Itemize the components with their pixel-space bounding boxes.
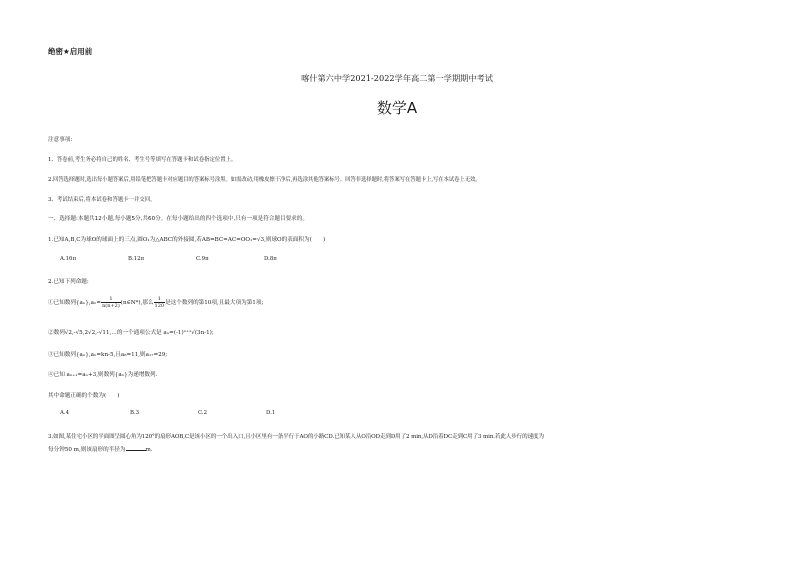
q1-option-b: B.12π (128, 256, 145, 262)
section1-heading: 一、选择题:本题共12小题,每小题5分,共60分。在每小题给出的四个选项中,只有一项是符合题目要求的。 (48, 216, 308, 222)
q2-p1-frac2-den: 120 (154, 303, 165, 309)
q2-p1-prefix: ①已知数列{aₙ},aₙ= (48, 300, 102, 306)
notes-item-2: 2.回答选择题时,选出每小题答案后,用铅笔把答题卡对应题目的答案标号涂黑。如需改动,用橡皮擦干净后,再选涂其他答案标号。回答非选择题时,将答案写在答题卡上,写在本试卷上无效。 (48, 177, 481, 183)
q1-stem: 1.已知A,B,C为球O的球面上的三点,圆O₁为△ABC的外接圆,若AB=BC=AC=OO₁=√3,则球O的表面积为( ) (48, 237, 326, 243)
subject-title: 数学A (376, 99, 418, 117)
q3-line2-suffix: m. (145, 447, 153, 453)
q2-question: 其中命题正确的个数为( ) (48, 393, 120, 399)
q2-p1-frac2-num: 1 (154, 296, 166, 303)
q2-p1-mid: (n∈N*),那么 (120, 300, 154, 306)
q3-line-1: 3.如图,某住宅小区的平面图呈圆心角为120°的扇形AOB,C是该小区的一个出入口,且小区里有一条平行于AO的小路CD.已知某人从O沿OD走到D用了2 min,从D沿着DC走到C用了3 min.若此人步行的速度为 (48, 434, 544, 440)
q2-option-d: D.1 (266, 410, 276, 416)
notes-item-3: 3、考试结束后,将本试卷和答题卡一并交回。 (48, 197, 156, 203)
q3-line2-prefix: 每分钟50 m,则该扇形的半径为 (48, 447, 126, 453)
q2-option-c: C.2 (198, 410, 208, 416)
notes-item-1: 1、答卷前,考生务必将自己的姓名、考生号等填写在答题卡和试卷指定位置上。 (48, 157, 237, 163)
q2-stem: 2.已知下列命题: (48, 279, 89, 285)
q2-option-a: A.4 (60, 410, 70, 416)
q2-p1-frac-den: n(n+2) (102, 303, 120, 309)
notes-heading: 注意事项: (48, 137, 73, 143)
q2-option-b: B.3 (130, 410, 140, 416)
answer-blank[interactable] (126, 445, 146, 451)
q1-option-d: D.8π (264, 256, 277, 262)
q2-p1-suffix: 是这个数列的第10项,且最大项为第1项; (165, 300, 264, 306)
exam-title: 喀什第六中学2021-2022学年高二第一学期期中考试 (301, 73, 493, 83)
q1-option-a: A.16π (60, 256, 77, 262)
q3-line-2 (48, 445, 153, 453)
q2-proposition-2: ②数列√2,-√5,2√2,-√11,…的一个通项公式是 aₙ=(-1)ⁿ⁺¹√(3n-1); (48, 330, 214, 336)
q2-p1-fraction-2 (154, 296, 166, 309)
q1-option-c: C.9π (196, 256, 209, 262)
q2-p1-fraction (101, 296, 121, 309)
q2-proposition-4: ④已知 aₙ₊₁=aₙ+3,则数列{aₙ}为递增数列. (48, 372, 158, 378)
q2-p1-frac-num: 1 (101, 296, 121, 303)
q2-proposition-3: ③已知数列{aₙ},aₙ=kn-5,且a₈=11,则a₁₇=29; (48, 352, 168, 358)
secret-label: 绝密★启用前 (48, 47, 93, 56)
q2-proposition-1 (48, 296, 263, 309)
